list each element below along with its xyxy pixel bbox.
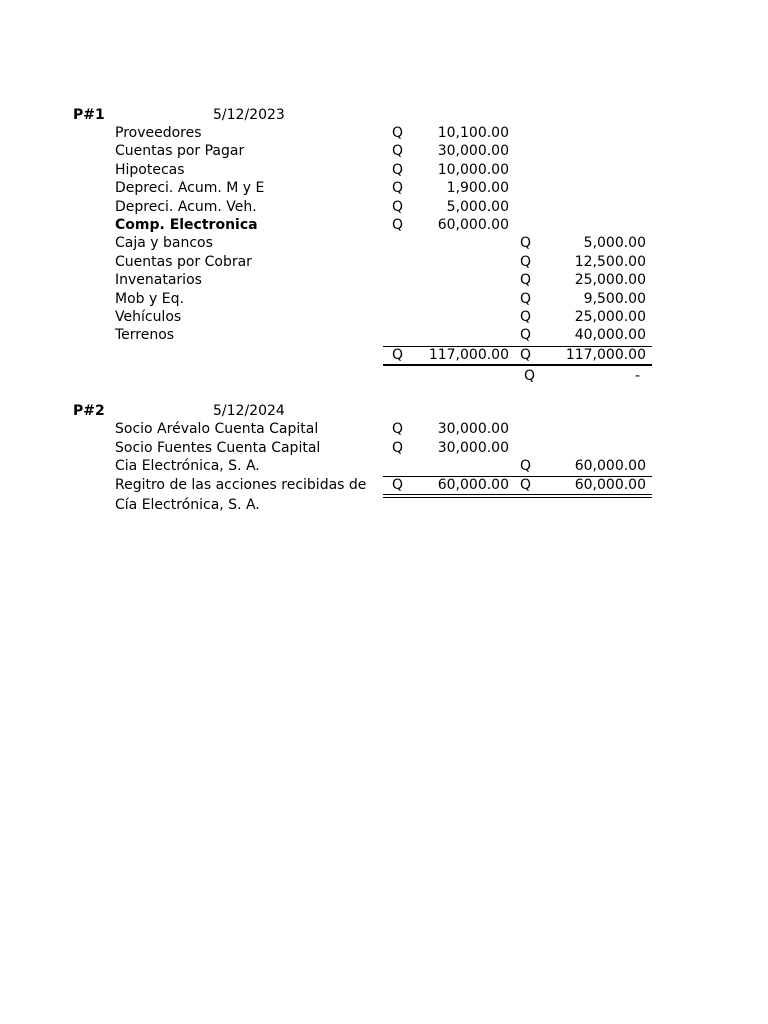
credit-currency: Q [520,235,532,251]
total-credit-currency: Q [520,477,532,493]
debit-account: Depreci. Acum. M y E [115,180,265,196]
credit-currency: Q [520,309,532,325]
debit-currency: Q [392,421,404,437]
entry-date: 5/12/2023 [213,107,285,123]
total-debit: 60,000.00 [437,477,509,493]
credit-amount: 25,000.00 [574,309,646,325]
credit-amount: 12,500.00 [574,254,646,270]
credit-currency: Q [520,254,532,270]
totals-double-rule [383,494,652,498]
entry-date: 5/12/2024 [213,403,285,419]
debit-account: Cuentas por Pagar [115,143,245,159]
total-credit: 60,000.00 [574,477,646,493]
debit-currency: Q [392,125,404,141]
debit-amount: 60,000.00 [437,217,509,233]
debit-account: Socio Fuentes Cuenta Capital [115,440,321,456]
debit-currency: Q [392,143,404,159]
credit-amount: 40,000.00 [574,327,646,343]
credit-account: Terrenos [115,327,175,343]
debit-amount: 5,000.00 [446,199,509,215]
debit-account: Hipotecas [115,162,185,178]
debit-currency: Q [392,217,404,233]
debit-amount: 30,000.00 [437,440,509,456]
totals-bottom-rule [383,364,652,366]
debit-amount: 10,100.00 [437,125,509,141]
credit-account: Vehículos [115,309,182,325]
debit-amount: 30,000.00 [437,421,509,437]
difference-value: - [634,368,640,384]
credit-currency: Q [520,327,532,343]
debit-account: Proveedores [115,125,202,141]
total-credit-currency: Q [520,347,532,363]
entry-number: P#1 [73,107,105,123]
credit-amount: 9,500.00 [583,291,646,307]
credit-account: Cia Electrónica, S. A. [115,458,260,474]
total-debit-currency: Q [392,347,404,363]
total-credit: 117,000.00 [565,347,646,363]
debit-currency: Q [392,180,404,196]
debit-amount: 10,000.00 [437,162,509,178]
entry-number: P#2 [73,403,105,419]
debit-currency: Q [392,440,404,456]
debit-account: Socio Arévalo Cuenta Capital [115,421,319,437]
credit-amount: 25,000.00 [574,272,646,288]
total-debit-currency: Q [392,477,404,493]
debit-currency: Q [392,199,404,215]
entry-description: Cía Electrónica, S. A. [115,497,260,513]
credit-account: Mob y Eq. [115,291,184,307]
credit-amount: 5,000.00 [583,235,646,251]
credit-account: Caja y bancos [115,235,213,251]
entry-description: Regitro de las acciones recibidas de [115,477,367,493]
debit-amount: 30,000.00 [437,143,509,159]
credit-currency: Q [520,458,532,474]
credit-currency: Q [520,291,532,307]
debit-account: Comp. Electronica [115,217,258,233]
credit-account: Cuentas por Cobrar [115,254,252,270]
credit-currency: Q [520,272,532,288]
total-debit: 117,000.00 [428,347,509,363]
credit-amount: 60,000.00 [574,458,646,474]
credit-account: Invenatarios [115,272,202,288]
debit-amount: 1,900.00 [446,180,509,196]
debit-account: Depreci. Acum. Veh. [115,199,257,215]
debit-currency: Q [392,162,404,178]
difference-currency: Q [524,368,536,384]
